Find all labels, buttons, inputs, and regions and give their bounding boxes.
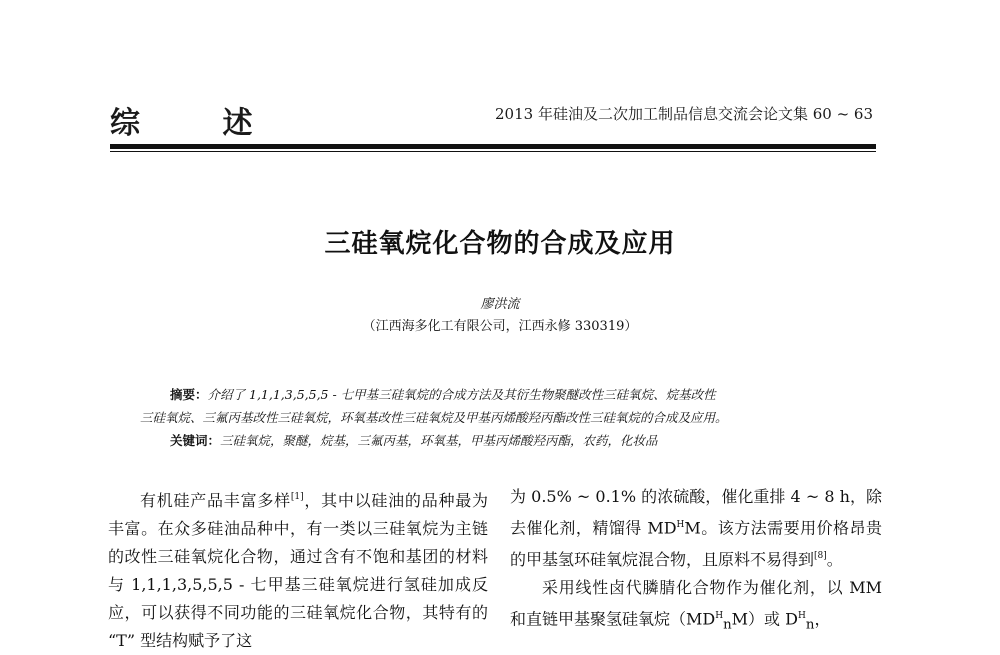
journal-header: 2013 年硅油及二次加工制品信息交流会论文集 60 ~ 63: [495, 105, 873, 123]
paragraph-right-2: [510, 574, 882, 640]
paper-title: 三硅氧烷化合物的合成及应用: [324, 229, 676, 259]
abstract-text-1: 介绍了 1,1,1,3,5,5,5 - 七甲基三硅氧烷的合成方法及其衍生物聚醚改性三硅氧烷、烷基改性: [207, 387, 716, 402]
superscript: H: [797, 611, 806, 622]
header-rule-thin: [110, 151, 876, 152]
superscript: H: [676, 520, 685, 530]
text: ，: [814, 609, 831, 629]
text: 为 0.5% ~ 0.1% 的浓硫酸，催化重排 4 ~ 8 h，除去催化剂，精馏得 MD: [510, 487, 882, 538]
text: M）或 D: [731, 609, 798, 629]
text: 。: [826, 550, 843, 570]
subscript: n: [805, 617, 815, 633]
text: 采用线性卤代膦腈化合物作为催化剂，以 MM 和直链甲基聚氢硅氧烷（MD: [510, 578, 882, 629]
text: 有机硅产品丰富多样: [140, 491, 291, 510]
citation-ref: [1]: [290, 492, 304, 502]
body-column-right: [510, 483, 882, 640]
paragraph-right-1: [510, 483, 882, 574]
abstract-line-1: [140, 383, 870, 406]
subscript: n: [723, 617, 732, 633]
superscript: H: [715, 611, 724, 622]
keywords-text: 三硅氧烷，聚醚，烷基，三氟丙基，环氧基，甲基丙烯酸羟丙酯，农药，化妆品: [220, 433, 658, 448]
text: ，其中以硅油的品种最为丰富。在众多硅油品种中，有一类以三硅氧烷为主链的改性三硅氧烷化合物，通过含有不饱和基团的材料与 1,1,1,3,5,5,5 - 七甲基三硅氧烷进行氢硅加成反应，可以获得不同功能的三硅氧烷化合物，其特有的 “T” 型结构赋予了这: [108, 491, 488, 650]
author: 廖洪流: [480, 297, 520, 312]
abstract-block: [140, 383, 870, 452]
keywords-label: 关键词：: [170, 433, 221, 448]
text: M。该方法需要用价格昂贵的甲基氢环硅氧烷混合物，且原料不易得到: [510, 518, 882, 570]
abstract-label: 摘要：: [170, 387, 208, 402]
paragraph-left-1: [108, 483, 488, 655]
citation-ref: [8]: [814, 551, 827, 562]
section-label: 综 述: [110, 106, 289, 141]
keywords-line: [140, 429, 870, 452]
abstract-line-2: 三硅氧烷、三氟丙基改性三硅氧烷，环氧基改性三硅氧烷及甲基丙烯酸羟丙酯改性三硅氧烷的合成及应用。: [140, 410, 728, 425]
body-column-left: [108, 483, 488, 655]
header-rule-thick: [110, 144, 876, 149]
affiliation: （江西海多化工有限公司，江西永修 330319）: [362, 319, 638, 334]
